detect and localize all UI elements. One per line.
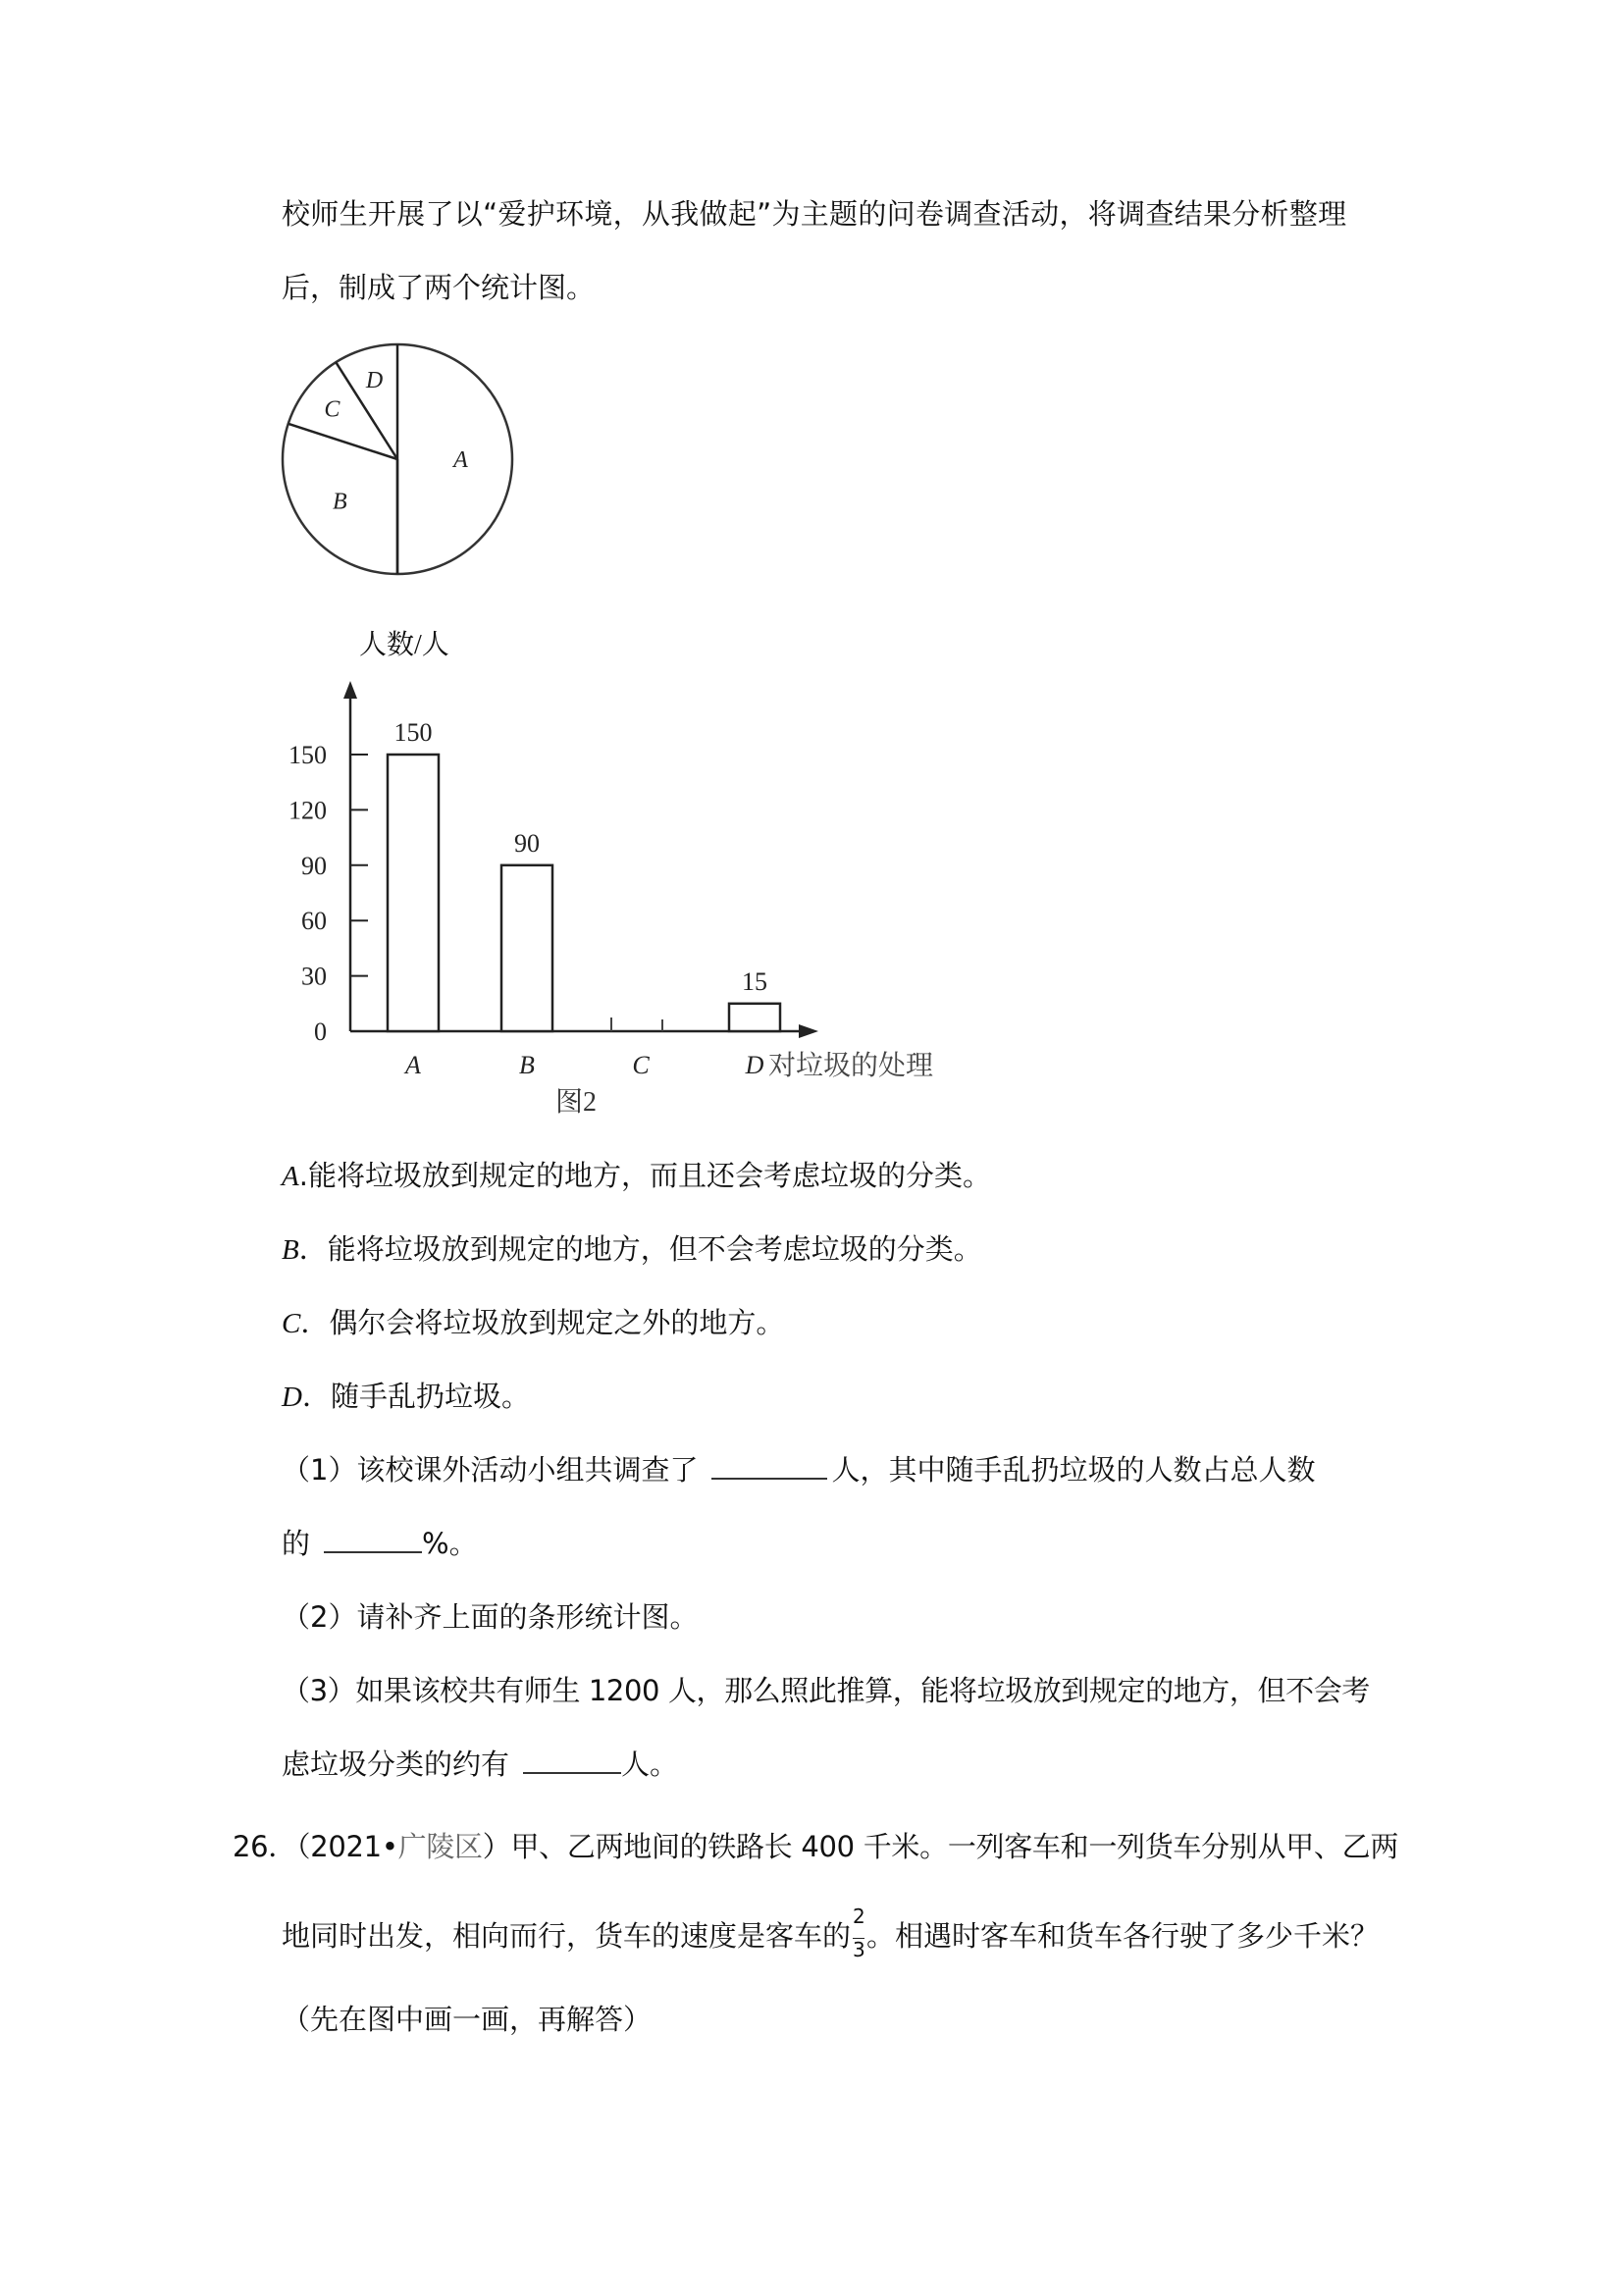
answer-blank-percent[interactable] (324, 1550, 422, 1553)
option-c-text: 偶尔会将垃圾放到规定之外的地方。 (329, 1306, 785, 1339)
question-3-text-a: 虑垃圾分类的约有 (282, 1748, 510, 1781)
problem-26-line-1 (233, 1829, 1398, 1864)
question-1-text-b: 人，其中随手乱扔垃圾的人数占总人数 (831, 1453, 1316, 1487)
x-category-label-c: C (632, 1051, 650, 1079)
answer-blank-estimate[interactable] (523, 1771, 621, 1774)
pie-label-a: A (453, 447, 468, 473)
intro-line-1: 校师生开展了以“爱护环境，从我做起”为主题的问卷调查活动，将调查结果分析整理 (282, 197, 1347, 231)
bar-b (501, 865, 552, 1031)
fraction-denominator: 3 (853, 1938, 865, 1961)
bar-chart-xlabel: 对垃圾的处理 (768, 1051, 934, 1081)
problem-26-number: 26． (233, 1830, 297, 1863)
option-a-text: 能将垃圾放到规定的地方，而且还会考虑垃圾的分类。 (307, 1159, 991, 1192)
question-1-text-d: %。 (422, 1527, 478, 1560)
problem-26-source-close: ） (482, 1830, 511, 1863)
problem-26-text-2b: 。相遇时客车和货车各行驶了多少千米？ (866, 1919, 1380, 1953)
bar-value-label-b: 90 (514, 828, 540, 858)
y-axis-arrow-icon (343, 681, 357, 699)
option-c (282, 1305, 784, 1341)
x-category-label-d: D (745, 1051, 764, 1079)
problem-26-text-2a: 地同时出发，相向而行，货车的速度是客车的 (282, 1919, 852, 1953)
x-category-label-a: A (405, 1051, 421, 1079)
y-tick-label-0: 0 (314, 1018, 327, 1046)
y-tick-label-60: 60 (301, 907, 327, 936)
pie-label-c: C (324, 396, 340, 423)
bar-chart-title: 图2 (555, 1087, 598, 1118)
fraction-two-thirds (851, 1905, 866, 1961)
intro-line-2: 后，制成了两个统计图。 (282, 271, 596, 304)
problem-26-line-3: （先在图中画一画，再解答） (282, 2003, 653, 2036)
question-1-text-c: 的 (282, 1527, 311, 1560)
option-b (282, 1231, 982, 1268)
bar-chart (0, 0, 1623, 1138)
y-tick-label-150: 150 (288, 741, 327, 769)
option-c-letter: C (282, 1308, 301, 1339)
question-2: （2）请补齐上面的条形统计图。 (282, 1600, 699, 1634)
question-1-text-a: （1）该校课外活动小组共调查了 (282, 1453, 699, 1487)
problem-26-source-open: （2021• (296, 1830, 398, 1863)
option-d-text: 随手乱扔垃圾。 (330, 1380, 530, 1413)
answer-blank-total-surveyed[interactable] (711, 1477, 827, 1480)
option-a-letter: A (282, 1161, 299, 1192)
bar-value-label-d: 15 (742, 966, 767, 996)
option-c-sep: ． (300, 1306, 330, 1339)
question-3-line-2 (282, 1747, 678, 1782)
y-tick-label-120: 120 (288, 796, 327, 825)
option-d (282, 1379, 530, 1415)
option-a-sep: . (298, 1159, 308, 1192)
option-b-sep: ． (298, 1232, 328, 1266)
pie-label-b: B (332, 489, 347, 515)
pie-label-d: D (365, 368, 384, 394)
bar-chart-ylabel: 人数/人 (359, 630, 449, 660)
question-1-line-2 (282, 1526, 478, 1561)
y-tick-label-90: 90 (301, 851, 327, 880)
question-1-line-1 (282, 1452, 1315, 1487)
y-tick-label-30: 30 (301, 962, 327, 991)
option-d-letter: D (282, 1382, 302, 1413)
question-3-text-b: 人。 (621, 1748, 679, 1781)
bar-d (729, 1004, 780, 1031)
option-d-sep: ． (301, 1380, 331, 1413)
option-a (282, 1158, 991, 1194)
bar-value-label-a: 150 (393, 718, 433, 747)
fraction-numerator: 2 (853, 1905, 865, 1928)
problem-26-line-2 (282, 1905, 1380, 1961)
question-3-line-1: （3）如果该校共有师生 1200 人，那么照此推算，能将垃圾放到规定的地方，但不会考 (282, 1674, 1370, 1707)
option-b-text: 能将垃圾放到规定的地方，但不会考虑垃圾的分类。 (327, 1232, 982, 1266)
problem-26-source-place: 广陵区 (397, 1830, 483, 1863)
bar-a (388, 755, 439, 1031)
option-b-letter: B (282, 1234, 299, 1266)
x-category-label-b: B (519, 1051, 535, 1079)
problem-26-text: 甲、乙两地间的铁路长 400 千米。一列客车和一列货车分别从甲、乙两 (510, 1830, 1399, 1863)
x-axis-arrow-icon (799, 1024, 818, 1038)
